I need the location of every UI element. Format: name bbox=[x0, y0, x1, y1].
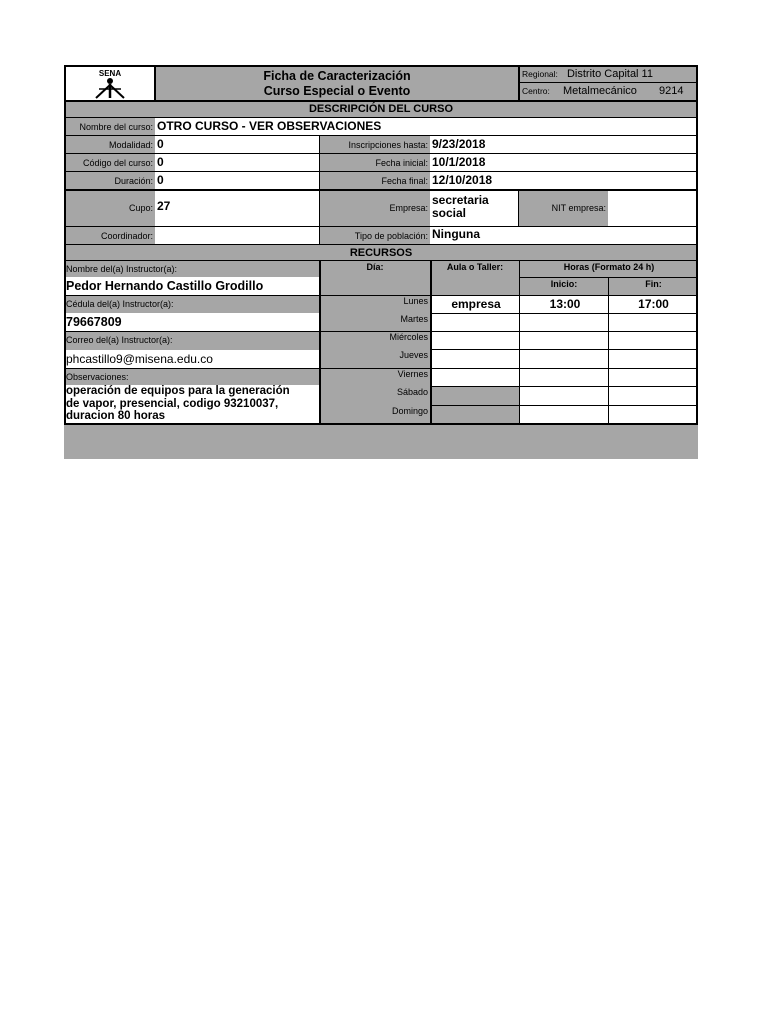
regional-value: Distrito Capital 11 bbox=[566, 68, 653, 80]
schedule-fin-2 bbox=[609, 332, 696, 349]
schedule-aula-1 bbox=[431, 314, 519, 331]
schedule-aula-6 bbox=[431, 406, 519, 423]
centro-row bbox=[520, 83, 698, 100]
fecha-inicial-value: 10/1/2018 bbox=[430, 154, 696, 171]
observaciones-line2: de vapor, presencial, codigo 93210037, bbox=[66, 397, 279, 410]
coordinador-label: Coordinador: bbox=[100, 231, 153, 241]
schedule-aula-4 bbox=[431, 369, 519, 386]
schedule-day-5: Sábado bbox=[396, 387, 428, 397]
observaciones-label: Observaciones: bbox=[66, 372, 129, 382]
nit-value bbox=[608, 191, 696, 226]
cedula-label: Cédula del(a) Instructor(a): bbox=[66, 299, 174, 309]
codigo-value: 0 bbox=[155, 154, 319, 171]
schedule-day-6: Domingo bbox=[391, 406, 428, 416]
schedule-day-4: Viernes bbox=[397, 369, 428, 379]
schedule-fin-6 bbox=[609, 406, 696, 423]
empresa-value-line1: secretaria bbox=[432, 193, 489, 207]
empresa-value-line2: social bbox=[432, 206, 467, 220]
modalidad-value: 0 bbox=[155, 136, 319, 153]
schedule-day-0: Lunes bbox=[403, 296, 428, 306]
horas-header: Horas (Formato 24 h) bbox=[563, 262, 655, 272]
schedule-inicio-6 bbox=[520, 406, 608, 423]
schedule-inicio-3 bbox=[520, 350, 608, 368]
logo-text: SENA bbox=[98, 69, 122, 78]
schedule-aula-3 bbox=[431, 350, 519, 368]
schedule-aula-0: empresa bbox=[431, 296, 519, 313]
observaciones-value bbox=[64, 385, 319, 423]
cedula-value: 79667809 bbox=[64, 313, 319, 331]
schedule-inicio-4 bbox=[520, 369, 608, 386]
logo-box bbox=[66, 67, 154, 100]
recursos-section-title: RECURSOS bbox=[349, 247, 413, 259]
empresa-label: Empresa: bbox=[389, 203, 428, 213]
title-line-2: Curso Especial o Evento bbox=[263, 84, 411, 98]
schedule-fin-4 bbox=[609, 369, 696, 386]
schedule-inicio-2 bbox=[520, 332, 608, 349]
schedule-inicio-0: 13:00 bbox=[520, 296, 608, 313]
schedule-inicio-1 bbox=[520, 314, 608, 331]
inicio-header: Inicio: bbox=[550, 279, 578, 289]
codigo-label: Código del curso: bbox=[82, 158, 153, 168]
nit-label: NIT empresa: bbox=[551, 203, 606, 213]
schedule-fin-3 bbox=[609, 350, 696, 368]
modalidad-label: Modalidad: bbox=[108, 140, 153, 150]
bottom-filler bbox=[64, 424, 698, 459]
fin-header: Fin: bbox=[645, 279, 662, 289]
correo-value: phcastillo9@misena.edu.co bbox=[64, 350, 319, 368]
regional-row bbox=[520, 66, 698, 83]
schedule-day-3: Jueves bbox=[399, 350, 428, 360]
cupo-label: Cupo: bbox=[128, 203, 153, 213]
instructor-label: Nombre del(a) Instructor(a): bbox=[66, 264, 178, 274]
schedule-aula-5 bbox=[431, 387, 519, 405]
schedule-fin-1 bbox=[609, 314, 696, 331]
regional-label: Regional: bbox=[522, 69, 558, 79]
poblacion-label: Tipo de población: bbox=[354, 231, 428, 241]
nombre-curso-label: Nombre del curso: bbox=[79, 122, 153, 132]
coordinador-value bbox=[155, 227, 319, 244]
inscripciones-value: 9/23/2018 bbox=[430, 136, 696, 153]
schedule-fin-5 bbox=[609, 387, 696, 405]
centro-value: Metalmecánico bbox=[562, 85, 637, 97]
header-title bbox=[156, 67, 518, 100]
aula-header: Aula o Taller: bbox=[446, 262, 504, 272]
centro-label: Centro: bbox=[522, 86, 550, 96]
correo-label: Correo del(a) Instructor(a): bbox=[66, 335, 173, 345]
duracion-value: 0 bbox=[155, 172, 319, 189]
dia-header: Día: bbox=[366, 262, 384, 272]
observaciones-line1: operación de equipos para la generación bbox=[66, 385, 290, 397]
inscripciones-label: Inscripciones hasta: bbox=[348, 140, 428, 150]
schedule-inicio-5 bbox=[520, 387, 608, 405]
schedule-day-2: Miércoles bbox=[389, 332, 428, 342]
instructor-value: Pedor Hernando Castillo Grodillo bbox=[64, 277, 319, 295]
nombre-curso-value: OTRO CURSO - VER OBSERVACIONES bbox=[155, 118, 696, 135]
fecha-final-label: Fecha final: bbox=[381, 176, 428, 186]
duracion-label: Duración: bbox=[114, 176, 153, 186]
centro-code: 9214 bbox=[659, 85, 684, 97]
sena-logo-icon bbox=[66, 67, 154, 100]
observaciones-line3: duracion 80 horas bbox=[66, 410, 166, 422]
empresa-value bbox=[430, 191, 519, 226]
cupo-value: 27 bbox=[155, 191, 319, 226]
fecha-inicial-label: Fecha inicial: bbox=[375, 158, 428, 168]
schedule-day-1: Martes bbox=[400, 314, 428, 324]
title-line-1: Ficha de Caracterización bbox=[263, 69, 411, 83]
schedule-fin-0: 17:00 bbox=[609, 296, 696, 313]
fecha-final-value: 12/10/2018 bbox=[430, 172, 696, 189]
schedule-aula-2 bbox=[431, 332, 519, 349]
poblacion-value: Ninguna bbox=[430, 227, 696, 244]
descripcion-section-title: DESCRIPCIÓN DEL CURSO bbox=[308, 103, 454, 115]
ficha-sheet bbox=[64, 65, 698, 459]
